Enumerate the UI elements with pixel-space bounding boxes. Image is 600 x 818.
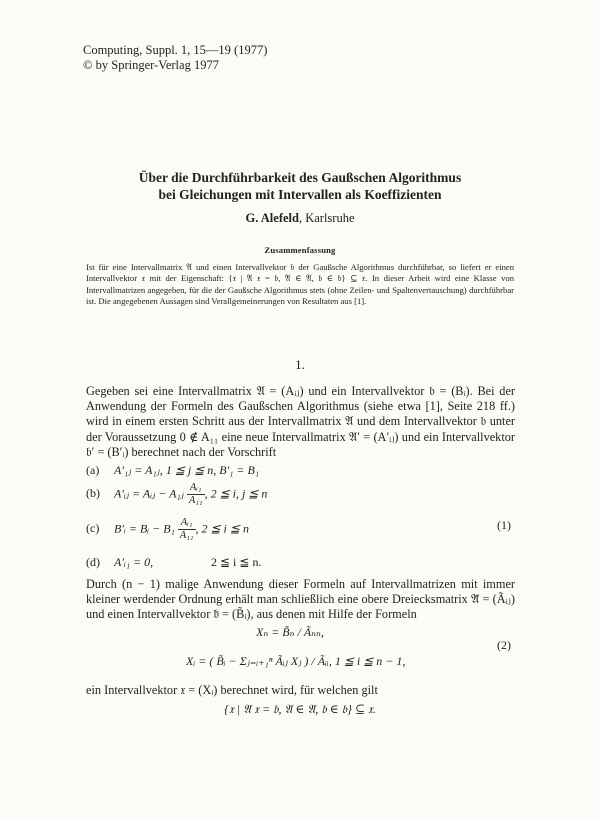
journal-header — [83, 43, 267, 73]
equation-xi-body: Xᵢ = ( B̃ᵢ − Σⱼ₌ᵢ₊₁ⁿ Ãᵢⱼ Xⱼ ) / Ãᵢᵢ, 1 ≦ i ≦ n − 1, — [186, 654, 406, 668]
abstract-text: Ist für eine Intervallmatrix 𝔄 und einen Intervallvektor 𝔟 der Gaußsche Algorithmus durchführbar, so liefert er einen Intervallvektor 𝔵 mit der Eigenschaft: {𝔵 | 𝔄 𝔵 = 𝔟, 𝔄 ∈ 𝔄, 𝔟 ∈ 𝔟} ⊆ 𝔵. In dieser Arbeit wird eine Klasse von Intervallmatrizen angegeben, für die der Gaußsche Algorithmus stets (ohne Zeilen- und Spaltenvertauschung) durchführbar ist. Die angegebenen Aussagen sind Verallgemeinerungen von Resultaten aus [1]. — [86, 262, 514, 307]
body-paragraph-1: Gegeben sei eine Intervallmatrix 𝔄 = (Aᵢⱼ) und ein Intervallvektor 𝔟 = (Bᵢ). Bei der Anwendung der Formeln des Gaußschen Algorithmus (siehe etwa [1], Seite 218 ff.) wird in einem ersten Schritt aus der Intervallmatrix 𝔄 und dem Intervallvektor 𝔟 unter der Voraussetzung 0 ∉ A₁₁ eine neue Intervallmatrix 𝔄′ = (A′ᵢⱼ) und ein Intervallvektor 𝔟′ = (B′ᵢ) berechnet nach der Vorschrift — [86, 384, 515, 459]
equation-b — [86, 482, 267, 507]
equation-d-label: (d) — [86, 555, 100, 569]
equation-b-label: (b) — [86, 486, 100, 501]
equation-b-denominator: A₁₁ — [188, 495, 203, 506]
paper-title-line-1: Über die Durchführbarkeit des Gaußschen Algorithmus — [138, 170, 462, 185]
equation-b-fraction — [187, 482, 205, 507]
equation-c-denominator: A₁₁ — [179, 530, 194, 541]
equation-b-numerator: Aᵢ₁ — [187, 482, 205, 495]
equation-inclusion-body: {𝔵 | 𝔄 𝔵 = 𝔟, 𝔄 ∈ 𝔄, 𝔟 ∈ 𝔟} ⊆ 𝔵. — [224, 702, 376, 716]
equation-xn-body: Xₙ = B̃ₙ / Ãₙₙ, — [256, 625, 324, 639]
equation-a-label: (a) — [86, 463, 100, 477]
journal-citation: Computing, Suppl. 1, 15—19 (1977) — [83, 43, 268, 57]
equation-b-left: A′ᵢⱼ = Aᵢⱼ − A₁ⱼ — [114, 486, 184, 501]
equation-d-range: 2 ≦ i ≦ n. — [211, 555, 262, 569]
equation-number-2: (2) — [497, 638, 511, 652]
equation-number-1: (1) — [497, 518, 511, 532]
author-place: , Karlsruhe — [298, 211, 355, 225]
equation-a — [86, 463, 259, 478]
equation-d-body: A′ᵢ₁ = 0, — [114, 555, 154, 569]
equation-c — [86, 517, 249, 542]
copyright-line: © by Springer-Verlag 1977 — [83, 58, 219, 72]
body-paragraph-2: Durch (n − 1) malige Anwendung dieser Formeln auf Intervallmatrizen mit immer kleiner werdender Ordnung erhält man schließlich eine obere Dreiecksmatrix 𝔄̃ = (Ãᵢⱼ) und einen Intervallvektor 𝔟̃ = (B̃ᵢ), aus denen mit Hilfe der Formeln — [86, 577, 515, 622]
abstract-heading: Zusammenfassung — [264, 245, 336, 255]
equation-c-numerator: Aᵢ₁ — [178, 517, 196, 530]
equation-c-fraction — [178, 517, 196, 542]
equation-inclusion — [0, 702, 600, 717]
equation-b-right: , 2 ≦ i, j ≦ n — [204, 486, 268, 501]
author-line — [0, 211, 600, 226]
section-number: 1. — [295, 357, 305, 372]
author-name: G. Alefeld — [245, 211, 299, 225]
equation-c-left: B′ᵢ = Bᵢ − B₁ — [114, 521, 175, 536]
equation-xi — [186, 654, 405, 669]
equation-c-right: , 2 ≦ i ≦ n — [195, 521, 249, 536]
equation-xn — [256, 625, 324, 640]
equation-d — [86, 555, 153, 570]
paper-title-line-2: bei Gleichungen mit Intervallen als Koeffizienten — [158, 187, 442, 202]
equation-a-body: A′₁ⱼ = A₁ⱼ, 1 ≦ j ≦ n, B′₁ = B₁ — [114, 463, 260, 477]
body-paragraph-3: ein Intervallvektor 𝔵 = (Xᵢ) berechnet wird, für welchen gilt — [86, 683, 378, 697]
equation-c-label: (c) — [86, 521, 100, 536]
